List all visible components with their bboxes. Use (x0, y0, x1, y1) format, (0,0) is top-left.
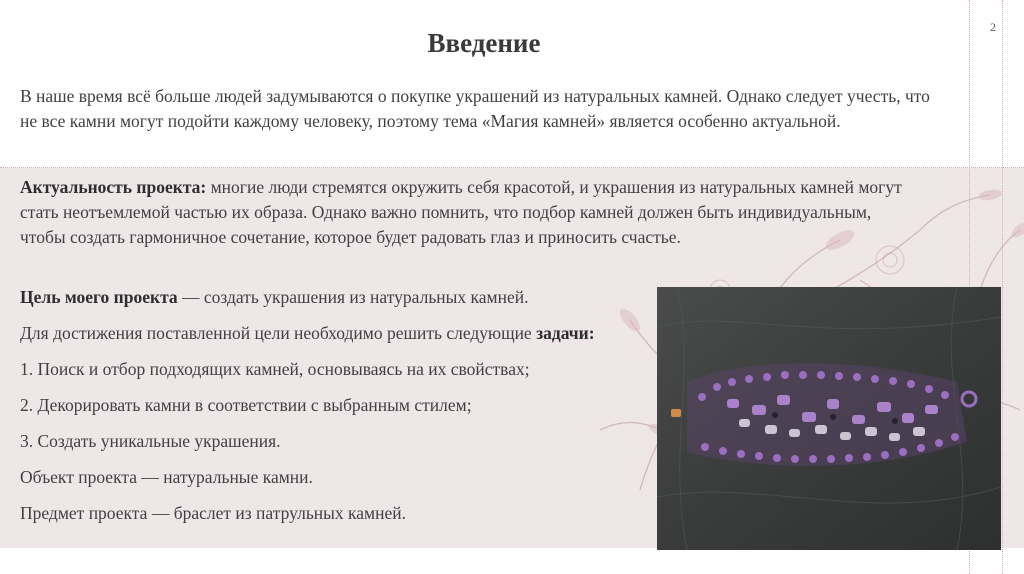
intro-paragraph (20, 84, 950, 134)
task-item-3: 3. Создать уникальные украшения. (20, 431, 281, 451)
page-number: 2 (990, 20, 996, 34)
subject-line: Предмет проекта — браслет из патрульных камней. (20, 503, 407, 523)
object-line: Объект проекта — натуральные камни. (20, 467, 313, 487)
divider-line (0, 167, 1024, 168)
tasks-label: задачи: (536, 323, 595, 343)
relevance-text: многие люди стремятся окружить себя красотой, и украшения из натуральных камней могут стать неотъемлемой частью их образа. Однако важно помнить, что подбор камней должен быть индивидуальным, чтобы создать гармоничное сочетание, которое будет радовать глаз и приносить счастье. (20, 177, 902, 247)
goal-label: Цель моего проекта (20, 287, 178, 307)
relevance-label: Актуальность проекта: (20, 177, 207, 197)
task-item-2: 2. Декорировать камни в соответствии с выбранным стилем; (20, 395, 472, 415)
slide-title: Введение (427, 28, 541, 58)
relevance-paragraph (20, 175, 920, 250)
bracelet-image (657, 287, 1001, 550)
goal-paragraph (20, 285, 640, 310)
tasks-intro-text: Для достижения поставленной цели необходимо решить следующие (20, 323, 537, 343)
goal-text: — создать украшения из натуральных камней. (177, 287, 529, 307)
intro-text: В наше время всё больше людей задумываются о покупке украшений из натуральных камней. Однако следует учесть, что не все камни могут подойти каждому человеку, поэтому тема «Магия камней» является особенно актуальной. (20, 86, 930, 131)
task-item-1: 1. Поиск и отбор подходящих камней, основываясь на их свойствах; (20, 359, 530, 379)
bracelet-photo (657, 287, 1001, 550)
tasks-intro (20, 321, 660, 346)
